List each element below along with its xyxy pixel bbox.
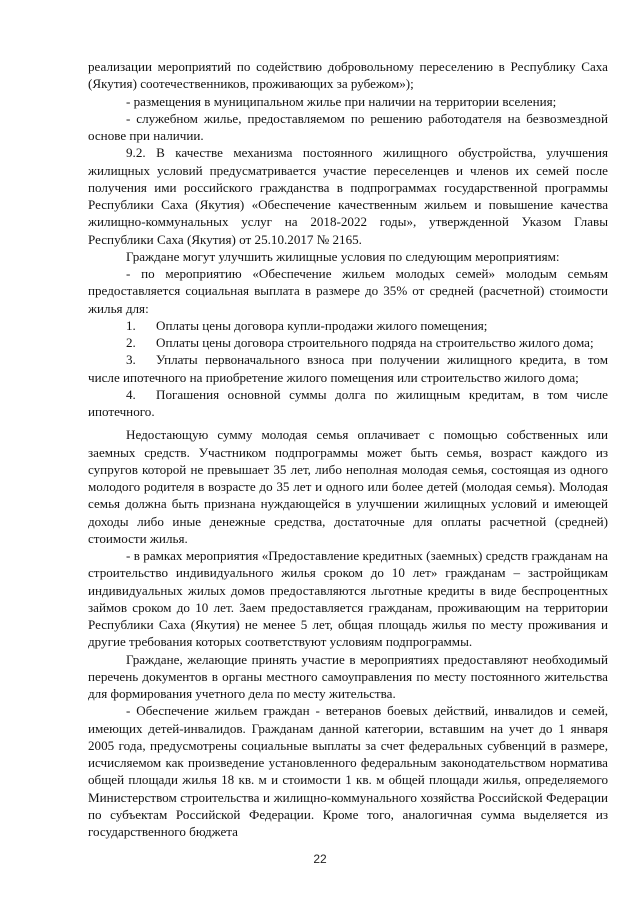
paragraph: Граждане, желающие принять участие в мероприятиях предоставляют необходимый перечень документов в органы местного самоуправления по месту постоянного жительства для формирования учетного дела по месту жительства. xyxy=(88,651,608,701)
paragraph: - размещения в муниципальном жилье при наличии на территории вселения; xyxy=(126,93,557,109)
list-item-number: 2. xyxy=(126,335,136,350)
paragraph: реализации мероприятий по содействию добровольному переселению в Республику Саха (Якутия) соотечественников, проживающих за рубежом»); xyxy=(88,59,608,92)
list-item xyxy=(88,317,608,334)
list-item-text: Оплаты цены договора строительного подряда на строительство жилого дома; xyxy=(156,335,594,350)
list-item xyxy=(88,386,608,421)
list-item-number: 4. xyxy=(126,386,136,402)
list-item xyxy=(88,334,608,351)
paragraph: - в рамках мероприятия «Предоставление кредитных (заемных) средств гражданам на строительство индивидуального жилья сроком до 10 лет» гражданам – застройщикам индивидуальных жилых домов предоставляются льготные кредиты в виде беспроцентных займов сроком до 10 лет. Заем предоставляется гражданам, проживающим на территории Республики Саха (Якутия) не менее 5 лет, общая площадь жилья по месту проживания и другие требования которых соответствуют условиям подпрограммы. xyxy=(88,548,608,650)
list-item-text: Погашения основной суммы долга по жилищным кредитам, в том числе ипотечного. xyxy=(88,386,608,419)
paragraph: - служебном жилье, предоставляемом по решению работодателя на безвозмездной основе при наличии. xyxy=(88,110,608,143)
paragraph: 9.2. В качестве механизма постоянного жилищного обустройства, улучшения жилищных условий предусматривается участие переселенцев и членов их семей после получения ими российского гражданства в подпрограммах государственной программы Республики Саха (Якутия) «Обеспечение качественным жильем и повышение качества жилищно-коммунальных услуг на 2018-2022 годы», утвержденной Указом Главы Республики Саха (Якутия) от 25.10.2017 № 2165. xyxy=(88,145,608,247)
list-item-text: Оплаты цены договора купли-продажи жилого помещения; xyxy=(156,317,488,333)
page-number: 22 xyxy=(313,852,327,866)
paragraph: - по мероприятию «Обеспечение жильем молодых семей» молодым семьям предоставляется социальная выплата в размере до 35% от средней (расчетной) стоимости жилья для: xyxy=(88,266,608,316)
list-item-number: 3. xyxy=(126,352,136,368)
paragraph: Недостающую сумму молодая семья оплачивает с помощью собственных или заемных средств. Участником подпрограммы может быть семья, возраст каждого из супругов которой не превышает 35 лет, либо неполная молодая семья, состоящая из одного молодого родителя в возрасте до 35 лет и одного или более детей (молодая семья). Молодая семья должна быть признана нуждающейся в улучшении жилищных условий и имеющей доходы либо иные денежные средства, достаточные для оплаты расчетной (средней) стоимости жилья. xyxy=(88,427,608,546)
paragraph: - Обеспечение жильем граждан - ветеранов боевых действий, инвалидов и семей, имеющих детей-инвалидов. Гражданам данной категории, вставшим на учет до 1 января 2005 года, предусмотрены социальные выплаты за счет федеральных субвенций в размере, исчисляемом как произведение установленного федеральным законодательством норматива общей площади жилья 18 кв. м и стоимости 1 кв. м общей площади жилья, определяемого Министерством строительства и жилищно-коммунального хозяйства Российской Федерации по субъектам Российской Федерации. Кроме того, аналогичная сумма выделяется из государственного бюджета xyxy=(88,703,608,839)
paragraph: Граждане могут улучшить жилищные условия по следующим мероприятиям: xyxy=(126,248,560,264)
document-body xyxy=(88,58,608,840)
list-item xyxy=(88,351,608,386)
list-item-text: Уплаты первоначального взноса при получении жилищного кредита, в том числе ипотечного на приобретение жилого помещения или строительство жилого дома; xyxy=(88,352,608,385)
list-item-number: 1. xyxy=(126,317,136,333)
